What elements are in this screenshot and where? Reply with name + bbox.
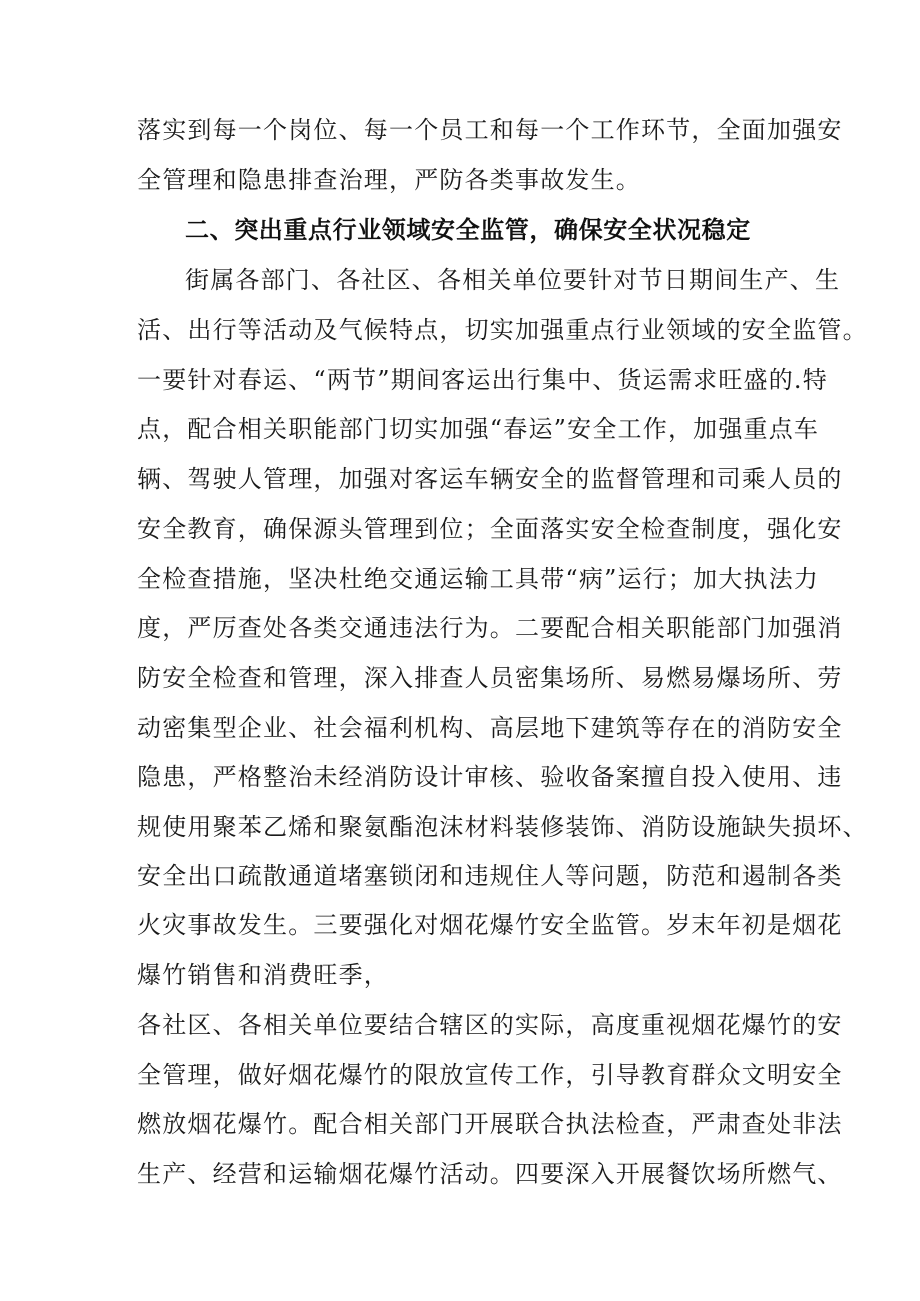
paragraph-line: 爆竹销售和消费旺季， — [137, 961, 389, 989]
paragraph-line: 各社区、各相关单位要结合辖区的实际，高度重视烟花爆竹的安 — [137, 1011, 843, 1039]
paragraph-line: 燃放烟花爆竹。配合相关部门开展联合执法检查，严肃查处非法 — [137, 1110, 843, 1138]
paragraph-line: 全管理和隐患排查治理，严防各类事故发生。 — [137, 166, 641, 194]
paragraph-line: 落实到每一个岗位、每一个员工和每一个工作环节，全面加强安 — [137, 116, 843, 144]
paragraph-line: 安全教育，确保源头管理到位；全面落实安全检查制度，强化安 — [137, 515, 843, 543]
paragraph-line: 全检查措施，坚决杜绝交通运输工具带“病”运行；加大执法力 — [137, 565, 820, 593]
paragraph-line: 活、出行等活动及气候特点，切实加强重点行业领域的安全监管。 — [137, 316, 868, 344]
paragraph-line: 安全出口疏散通道堵塞锁闭和违规住人等问题，防范和遏制各类 — [137, 862, 843, 890]
paragraph-line: 全管理，做好烟花爆竹的限放宣传工作，引导教育群众文明安全 — [137, 1061, 843, 1089]
paragraph-line: 辆、驾驶人管理，加强对客运车辆安全的监督管理和司乘人员的 — [137, 465, 843, 493]
section-heading: 二、突出重点行业领域安全监管，确保安全状况稳定 — [185, 216, 751, 244]
paragraph-line: 一要针对春运、“两节”期间客运出行集中、货运需求旺盛的.特 — [137, 366, 828, 394]
paragraph-line: 度，严厉查处各类交通违法行为。二要配合相关职能部门加强消 — [137, 614, 843, 642]
paragraph-line: 生产、经营和运输烟花爆竹活动。四要深入开展餐饮场所燃气、 — [137, 1160, 843, 1188]
paragraph-line: 防安全检查和管理，深入排查人员密集场所、易燃易爆场所、劳 — [137, 664, 843, 692]
paragraph-line: 动密集型企业、社会福利机构、高层地下建筑等存在的消防安全 — [137, 714, 843, 742]
paragraph-line: 隐患，严格整治未经消防设计审核、验收备案擅自投入使用、违 — [137, 763, 843, 791]
paragraph-line: 点，配合相关职能部门切实加强“春运”安全工作，加强重点车 — [137, 415, 820, 443]
paragraph-line: 街属各部门、各社区、各相关单位要针对节日期间生产、生 — [185, 266, 841, 294]
paragraph-line: 火灾事故发生。三要强化对烟花爆竹安全监管。岁末年初是烟花 — [137, 911, 843, 939]
paragraph-line: 规使用聚苯乙烯和聚氨酯泡沫材料装修装饰、消防设施缺失损坏、 — [137, 813, 868, 841]
